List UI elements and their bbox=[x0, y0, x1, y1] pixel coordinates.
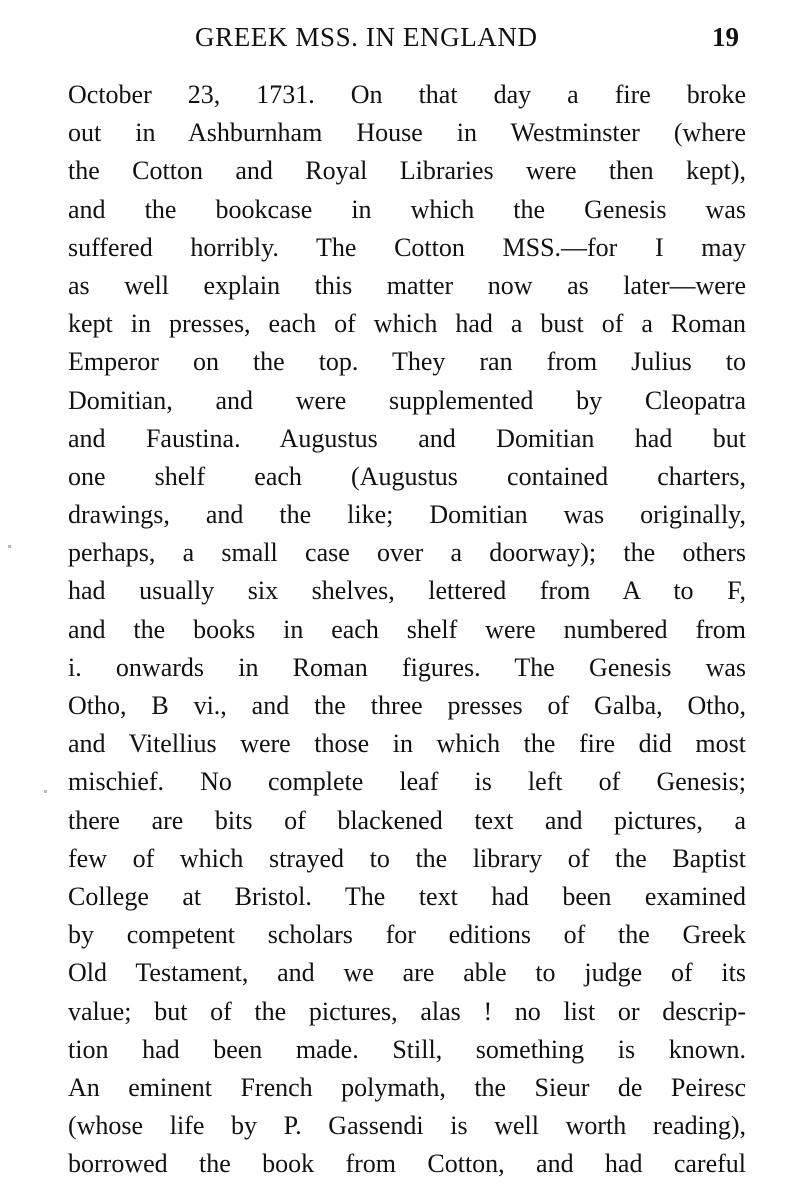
text-line: tion had been made. Still, something is known. bbox=[68, 1034, 746, 1064]
margin-speck bbox=[8, 545, 11, 548]
text-line: Domitian, and were supplemented by Cleopatra bbox=[68, 385, 746, 415]
text-line: had usually six shelves, lettered from A to F, bbox=[68, 576, 746, 606]
page-header bbox=[0, 22, 790, 56]
text-line: by competent scholars for editions of the Greek bbox=[68, 920, 746, 950]
text-line: Old Testament, and we are able to judge of its bbox=[68, 958, 746, 988]
text-line: Emperor on the top. They ran from Julius to bbox=[68, 347, 746, 377]
text-line: out in Ashburnham House in Westminster (where bbox=[68, 118, 746, 148]
text-line: October 23, 1731. On that day a fire broke bbox=[68, 80, 746, 109]
text-line: and Vitellius were those in which the fire did most bbox=[68, 729, 746, 759]
text-line: Otho, B vi., and the three presses of Galba, Otho, bbox=[68, 691, 746, 720]
body-text bbox=[68, 76, 746, 1183]
text-line: (whose life by P. Gassendi is well worth reading), bbox=[68, 1111, 746, 1141]
text-line: perhaps, a small case over a doorway); the others bbox=[68, 538, 746, 568]
text-line: kept in presses, each of which had a bust of a Roman bbox=[68, 309, 746, 339]
margin-speck bbox=[44, 790, 47, 793]
text-line: there are bits of blackened text and pictures, a bbox=[68, 805, 746, 835]
text-line: and the books in each shelf were numbered from bbox=[68, 614, 746, 644]
text-line: the Cotton and Royal Libraries were then kept), bbox=[68, 156, 746, 186]
text-line: An eminent French polymath, the Sieur de Peiresc bbox=[68, 1072, 746, 1102]
text-line: as well explain this matter now as later—were bbox=[68, 270, 746, 300]
text-line: few of which strayed to the library of the Baptist bbox=[68, 843, 746, 873]
text-line: suffered horribly. The Cotton MSS.—for I may bbox=[68, 232, 746, 262]
running-title: GREEK MSS. IN ENGLAND bbox=[195, 22, 538, 52]
text-line: i. onwards in Roman figures. The Genesis was bbox=[68, 652, 746, 682]
text-line: borrowed the book from Cotton, and had careful bbox=[68, 1149, 746, 1179]
text-line: and Faustina. Augustus and Domitian had but bbox=[68, 423, 746, 453]
page-number: 19 bbox=[712, 22, 739, 52]
text-line: College at Bristol. The text had been examined bbox=[68, 881, 746, 911]
text-line: drawings, and the like; Domitian was originally, bbox=[68, 500, 746, 530]
text-line: value; but of the pictures, alas ! no list or descrip- bbox=[68, 996, 746, 1026]
text-line: one shelf each (Augustus contained charters, bbox=[68, 461, 746, 491]
text-line: and the bookcase in which the Genesis was bbox=[68, 194, 746, 224]
text-line: mischief. No complete leaf is left of Genesis; bbox=[68, 767, 746, 797]
